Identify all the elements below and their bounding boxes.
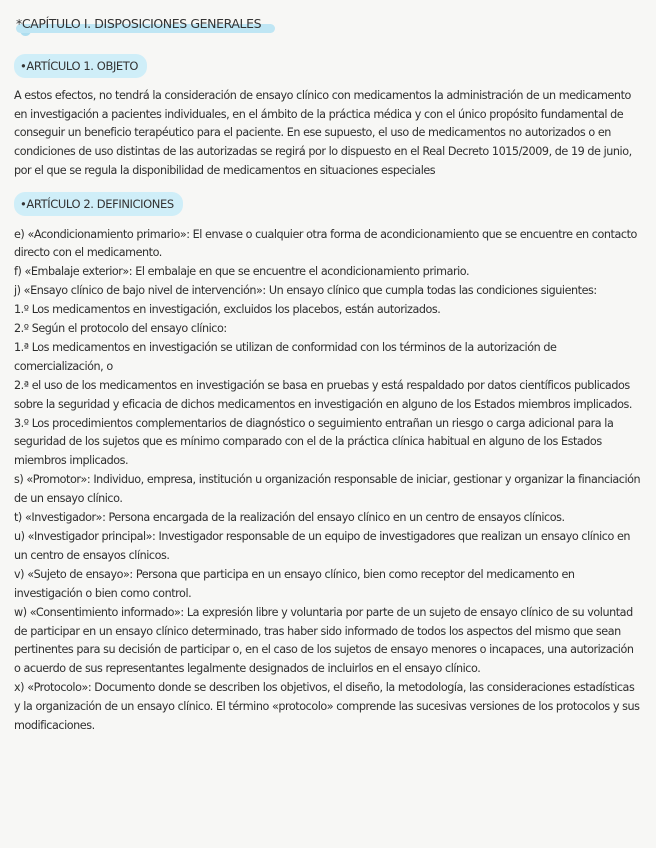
definition-item: 2.º Según el protocolo del ensayo clínico: bbox=[14, 322, 227, 336]
definition-item: s) «Promotor»: Individuo, empresa, institución u organización responsable de iniciar, gestionar y organizar la financiación de un ensayo clínico. bbox=[14, 473, 641, 506]
definition-item: 2.ª el uso de los medicamentos en investigación se basa en pruebas y está respaldado por datos científicos publicados sobre la seguridad y eficacia de dichos medicamentos en investigación en alguno de los Estados miembros implicados. bbox=[14, 378, 632, 411]
article-1-heading: •ARTÍCULO 1. OBJETO bbox=[14, 54, 147, 78]
definition-item: x) «Protocolo»: Documento donde se describen los objetivos, el diseño, la metodología, las consideraciones estadísticas y la organización de un ensayo clínico. El término «protocolo» comprende las sucesivas versiones de los protocolos y sus modificaciones. bbox=[14, 681, 640, 733]
definition-item: j) «Ensayo clínico de bajo nivel de intervención»: Un ensayo clínico que cumpla todas las condiciones siguientes: bbox=[14, 284, 597, 298]
definition-item: e) «Acondicionamiento primario»: El envase o cualquier otra forma de acondicionamiento que se encuentre en contacto directo con el medicamento. bbox=[14, 227, 637, 260]
definition-item: u) «Investigador principal»: Investigador responsable de un equipo de investigadores que realizan un ensayo clínico en un centro de ensayos clínicos. bbox=[14, 530, 631, 562]
definition-item: w) «Consentimiento informado»: La expresión libre y voluntaria por parte de un sujeto de ensayo clínico de su voluntad de participar en un ensayo clínico determinado, tras haber sido informado de todos los aspectos del mismo que sean pertinentes para su decisión de participar o, en el caso de los sujetos de ensayo menores o incapaces, una autorización o acuerdo de sus representantes legalmente designados de incluirlos en el ensayo clínico. bbox=[14, 605, 634, 676]
definition-item: 3.º Los procedimientos complementarios de diagnóstico o seguimiento entrañan un riesgo o carga adicional para la seguridad de los sujetos que es mínimo comparado con el de la práctica clínica habitual en alguno de los Estados miembros implicados. bbox=[14, 416, 614, 468]
definitions-list bbox=[14, 226, 642, 736]
definition-item: f) «Embalaje exterior»: El embalaje en que se encuentre el acondicionamiento primario. bbox=[14, 265, 470, 279]
article-1-paragraph: A estos efectos, no tendrá la consideración de ensayo clínico con medicamentos la administración de un medicamento en investigación a pacientes individuales, en el ámbito de la práctica médica y con el único propósito fundamental de conseguir un beneficio terapéutico para el paciente. En ese supuesto, el uso de medicamentos no autorizados o en condiciones de uso distintas de las autorizadas se regirá por lo dispuesto en el Real Decreto 1015/2009, de 19 de junio, por el que se regula la disponibilidad de medicamentos en situaciones especiales bbox=[14, 89, 632, 177]
definition-item: 1.º Los medicamentos en investigación, excluidos los placebos, están autorizados. bbox=[14, 303, 441, 317]
definition-item: t) «Investigador»: Persona encargada de la realización del ensayo clínico en un centro de ensayos clínicos. bbox=[14, 511, 565, 525]
chapter-title: *CAPÍTULO I. DISPOSICIONES GENERALES bbox=[14, 15, 269, 34]
definition-item: 1.ª Los medicamentos en investigación se utilizan de conformidad con los términos de la autorización de comercialización, o bbox=[14, 340, 557, 373]
article-2-heading: •ARTÍCULO 2. DEFINICIONES bbox=[14, 192, 183, 216]
definition-item: v) «Sujeto de ensayo»: Persona que participa en un ensayo clínico, bien como receptor del medicamento en investigación o bien como control. bbox=[14, 567, 575, 600]
